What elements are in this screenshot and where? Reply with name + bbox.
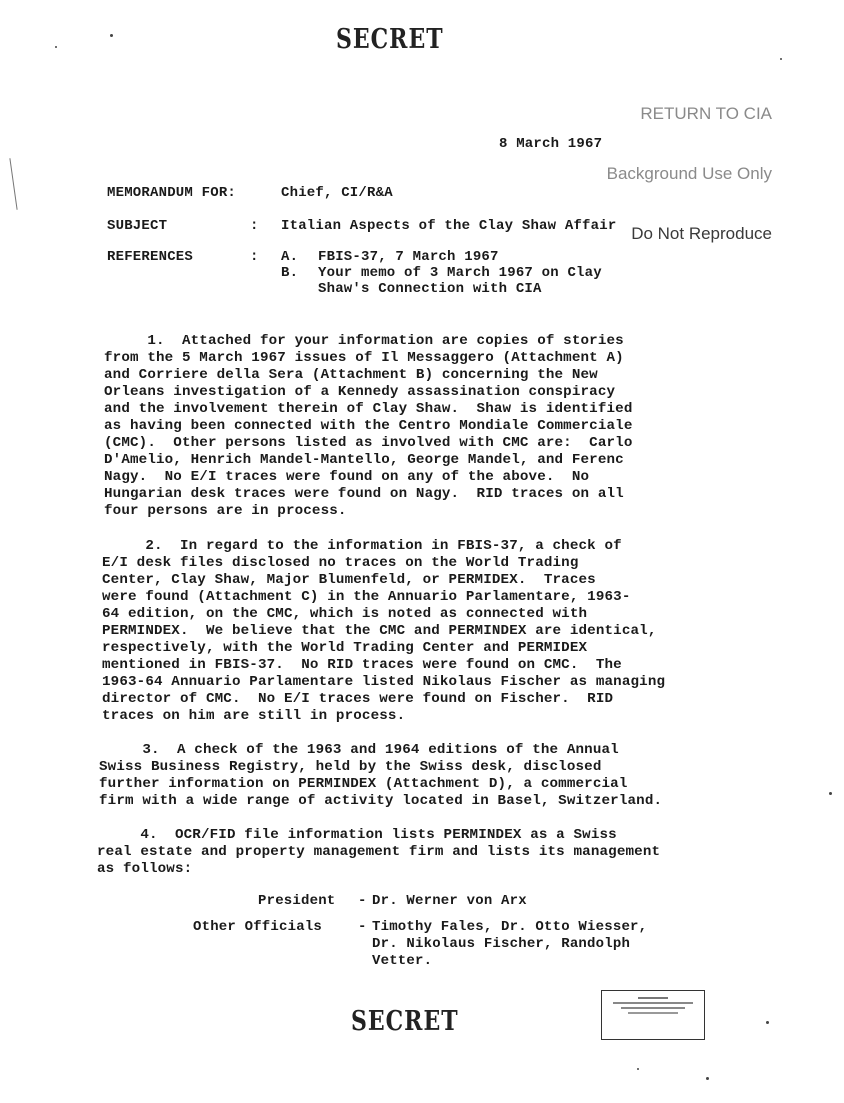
illegible-stamp-box (601, 990, 705, 1040)
other-officials-line: Vetter. (372, 953, 433, 969)
p3-line: 3. A check of the 1963 and 1964 editions of the Annual (99, 742, 619, 758)
president-dash: - (358, 893, 367, 909)
p2-line: were found (Attachment C) in the Annuario Parlamentare, 1963- (102, 589, 631, 605)
p2-line: 1963-64 Annuario Parlamentare listed Nikolaus Fischer as managing (102, 674, 666, 690)
memo-date: 8 March 1967 (499, 136, 603, 152)
scan-speck (780, 58, 782, 60)
p2-line: respectively, with the World Trading Center and PERMIDEX (102, 640, 588, 656)
p2-line: Center, Clay Shaw, Major Blumenfeld, or PERMIDEX. Traces (102, 572, 596, 588)
scan-speck (637, 1068, 639, 1070)
president-label: President (258, 893, 336, 909)
stamp-line-3: Do Not Reproduce (631, 224, 772, 243)
references-colon: : (250, 249, 259, 265)
p1-line: (CMC). Other persons listed as involved with CMC are: Carlo (104, 435, 633, 451)
p2-line: PERMINDEX. We believe that the CMC and PERMINDEX are identical, (102, 623, 657, 639)
release-stamp (560, 64, 772, 284)
subject-colon: : (250, 218, 259, 234)
reference-b-text-1: Your memo of 3 March 1967 on Clay (318, 265, 602, 281)
memo-for-label: MEMORANDUM FOR: (107, 185, 237, 201)
p2-line: E/I desk files disclosed no traces on the World Trading (102, 555, 579, 571)
p3-line: Swiss Business Registry, held by the Swiss desk, disclosed (99, 759, 602, 775)
classification-top: SECRET (336, 22, 444, 56)
scan-speck (829, 792, 832, 795)
p3-line: firm with a wide range of activity located in Basel, Switzerland. (99, 793, 663, 809)
p2-line: director of CMC. No E/I traces were found on Fischer. RID (102, 691, 614, 707)
p3-line: further information on PERMINDEX (Attachment D), a commercial (99, 776, 628, 792)
p4-line: real estate and property management firm and lists its management (97, 844, 661, 860)
classification-bottom: SECRET (351, 1004, 459, 1038)
scan-speck (55, 46, 57, 48)
p4-line: 4. OCR/FID file information lists PERMINDEX as a Swiss (97, 827, 617, 843)
reference-b-text-2: Shaw's Connection with CIA (318, 281, 542, 297)
reference-b-marker: B. (281, 265, 299, 281)
p1-line: Orleans investigation of a Kennedy assassination conspiracy (104, 384, 616, 400)
p1-line: and the involvement therein of Clay Shaw. Shaw is identified (104, 401, 633, 417)
president-value: Dr. Werner von Arx (372, 893, 527, 909)
p1-line: four persons are in process. (104, 503, 347, 519)
p1-line: 1. Attached for your information are copies of stories (104, 333, 624, 349)
reference-a-text: FBIS-37, 7 March 1967 (318, 249, 499, 265)
p1-line: D'Amelio, Henrich Mandel-Mantello, George Mandel, and Ferenc (104, 452, 624, 468)
p2-line: 64 edition, on the CMC, which is noted as connected with (102, 606, 588, 622)
other-officials-line: Dr. Nikolaus Fischer, Randolph (372, 936, 631, 952)
p1-line: as having been connected with the Centro Mondiale Commerciale (104, 418, 633, 434)
subject-label: SUBJECT (107, 218, 168, 234)
scan-artifact (9, 158, 17, 210)
scan-speck (706, 1077, 709, 1080)
reference-a-marker: A. (281, 249, 299, 265)
other-officials-label: Other Officials (193, 919, 323, 935)
scan-speck (766, 1021, 769, 1024)
p1-line: and Corriere della Sera (Attachment B) concerning the New (104, 367, 598, 383)
references-label: REFERENCES (107, 249, 194, 265)
memo-for-value: Chief, CI/R&A (281, 185, 393, 201)
other-officials-line: Timothy Fales, Dr. Otto Wiesser, (372, 919, 648, 935)
p1-line: Nagy. No E/I traces were found on any of the above. No (104, 469, 590, 485)
p2-line: traces on him are still in process. (102, 708, 406, 724)
stamp-line-1: RETURN TO CIA (640, 104, 772, 123)
scan-speck (110, 34, 113, 37)
other-officials-dash: - (358, 919, 367, 935)
p1-line: Hungarian desk traces were found on Nagy. RID traces on all (104, 486, 624, 502)
p4-line: as follows: (97, 861, 193, 877)
stamp-line-2: Background Use Only (606, 164, 772, 183)
p1-line: from the 5 March 1967 issues of Il Messaggero (Attachment A) (104, 350, 624, 366)
p2-line: mentioned in FBIS-37. No RID traces were found on CMC. The (102, 657, 622, 673)
p2-line: 2. In regard to the information in FBIS-37, a check of (102, 538, 622, 554)
subject-value: Italian Aspects of the Clay Shaw Affair (281, 218, 617, 234)
